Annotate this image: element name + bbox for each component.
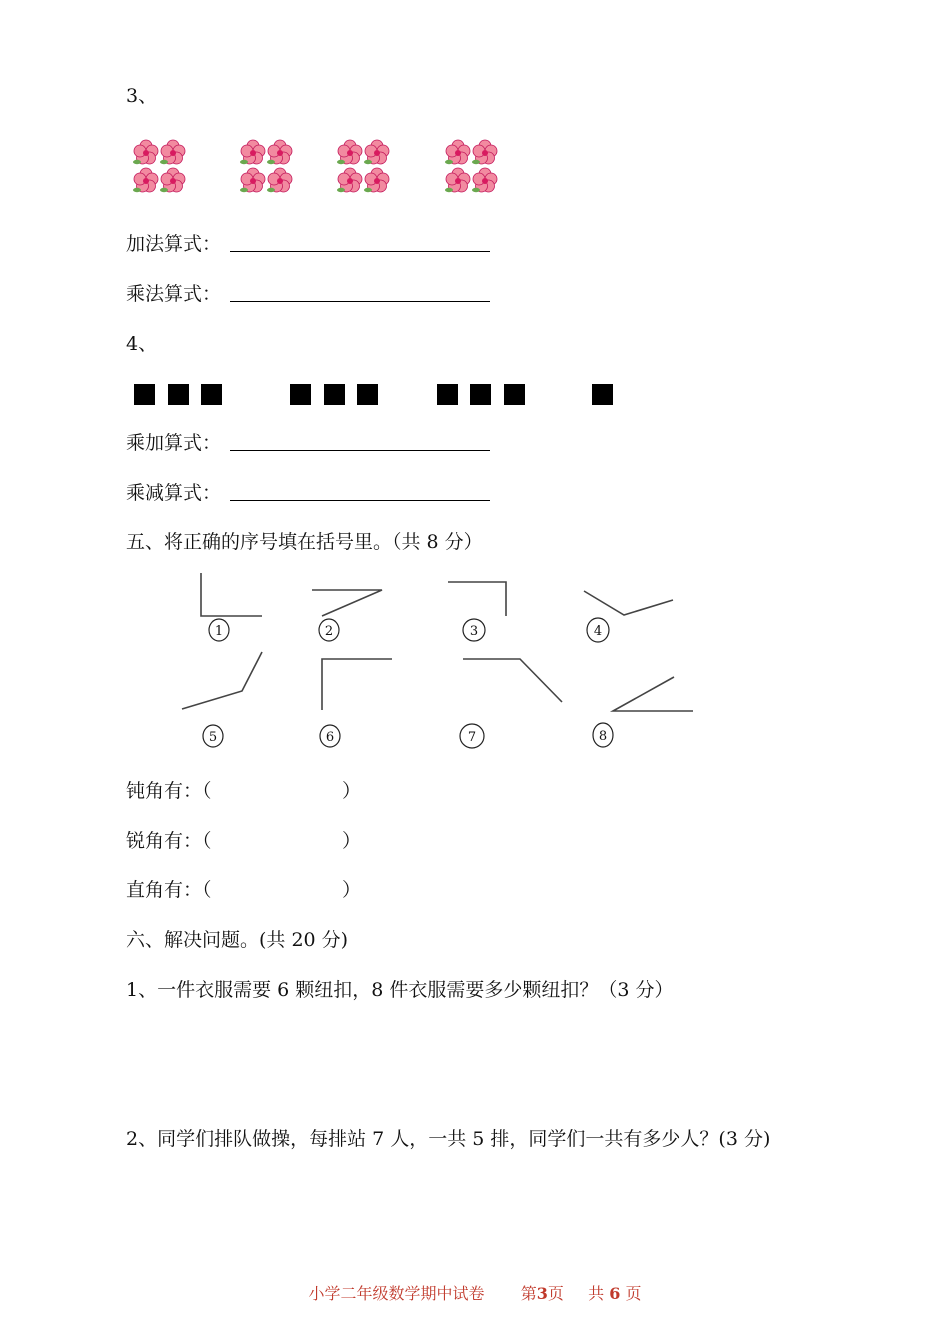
black-square [470,384,491,405]
obtuse-close-paren: ） [342,780,362,802]
multiply-add-label: 乘加算式： [126,432,222,454]
black-square [357,384,378,405]
flower-group-3 [337,140,389,192]
problem-1-answer-area[interactable] [126,1010,826,1110]
question-3-number: 3、 [126,85,158,107]
flower-group-2 [240,140,292,192]
acute-close-paren: ） [342,830,362,852]
footer-page-mid: 页 [547,1284,564,1303]
angle-3-number: 3 [469,624,479,639]
angle-7-figure [463,659,562,702]
multiplication-answer-line[interactable] [230,301,490,302]
right-angle-answer[interactable] [237,878,337,902]
angle-8-figure [613,677,693,711]
angle-5-figure [182,652,262,709]
black-square [437,384,458,405]
angle-5-number: 5 [208,730,218,745]
black-square [592,384,613,405]
multiplication-label: 乘法算式： [126,283,222,305]
footer-page-current: 3 [536,1284,548,1303]
black-square [168,384,189,405]
flower-group-4 [445,140,497,192]
footer-total-prefix: 共 [588,1284,605,1303]
angle-6-figure [322,659,392,710]
right-close-paren: ） [342,879,362,901]
angle-figures [0,560,950,760]
angle-7-number: 7 [467,730,477,745]
angle-4-number: 4 [593,624,603,639]
multiply-subtract-answer-line[interactable] [230,500,490,501]
problem-2-answer-area[interactable] [126,1160,826,1260]
question-4-number: 4、 [126,333,158,355]
section-5-title: 五、将正确的序号填在括号里。（共 8 分） [126,531,483,553]
black-square [290,384,311,405]
angle-1-number: 1 [214,624,224,639]
black-square [504,384,525,405]
flower-groups [126,134,516,200]
footer-page-prefix: 第 [520,1284,537,1303]
problem-2-text: 2、同学们排队做操，每排站 7 人，一共 5 排，同学们一共有多少人？(3 分) [126,1128,771,1150]
problem-1-text: 1、一件衣服需要 6 颗纽扣，8 件衣服需要多少颗纽扣？（3 分） [126,979,674,1001]
multiply-add-answer-line[interactable] [230,450,490,451]
addition-answer-line[interactable] [230,251,490,252]
black-square [134,384,155,405]
black-square [201,384,222,405]
obtuse-angle-answer[interactable] [237,779,337,803]
addition-label: 加法算式： [126,233,222,255]
angle-6-number: 6 [325,730,335,745]
footer-page-total: 6 [609,1284,621,1303]
angle-4-figure [584,591,673,615]
acute-angle-answer[interactable] [237,829,337,853]
angle-8-number: 8 [598,729,608,744]
footer-title: 小学二年级数学期中试卷 [308,1284,485,1303]
angle-2-number: 2 [324,624,334,639]
flower-group-1 [133,140,185,192]
right-angle-label: 直角有：（ [126,879,212,901]
multiply-subtract-label: 乘减算式： [126,482,222,504]
footer-total-suffix: 页 [625,1284,642,1303]
section-6-title: 六、解决问题。(共 20 分) [126,929,349,951]
page-footer [0,1281,950,1304]
angle-1-figure [201,573,262,616]
obtuse-angle-label: 钝角有：（ [126,780,212,802]
angle-3-figure [448,582,506,616]
angle-2-figure [312,590,382,616]
acute-angle-label: 锐角有：（ [126,830,212,852]
black-square [324,384,345,405]
